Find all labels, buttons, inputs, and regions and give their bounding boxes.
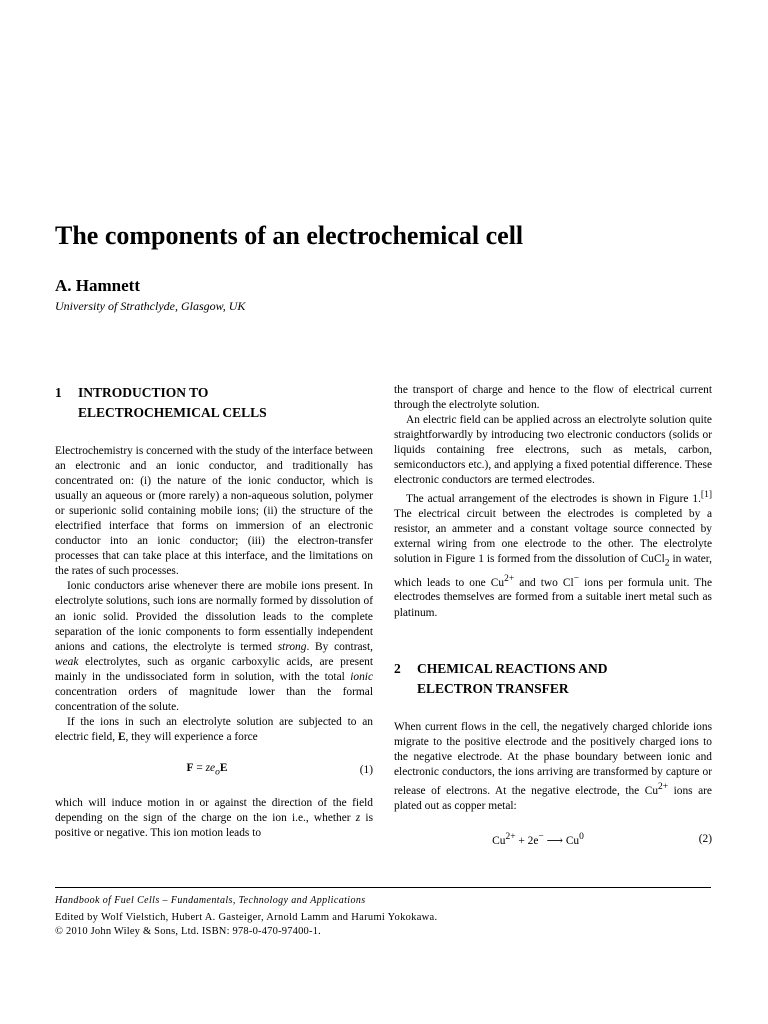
section-1-heading-line-1: INTRODUCTION TO — [78, 385, 209, 400]
right-column — [394, 383, 712, 865]
citation-ref: [1] — [700, 490, 712, 501]
footer-book-title: Handbook of Fuel Cells – Fundamentals, Technology and Applications — [55, 895, 366, 906]
equation-1-expression: $F = ze_oE$ — [186, 761, 228, 778]
section-1-paragraph-4: which will induce motion in or against the direction of the field depending on the sign of the charge on the ion i.e., whether z is positive or negative. This ion motion leads to — [55, 797, 373, 840]
author-affiliation: University of Strathclyde, Glasgow, UK — [55, 299, 246, 313]
section-1-paragraph-2: Ionic conductors arise whenever there are mobile ions present. In electrolyte solutions, such ions are normally formed by dissolution of an ionic solid. Provided the dissolution leads to the complete separation of the ionic components to form essentially independent anions and cations, the electrolyte is termed strong. By contrast, weak electrolytes, such as organic carboxylic acids, are present mainly in the undissociated form in solution, with the total ionic concentration orders of magnitude lower than the formal concentration of the solute. — [55, 580, 373, 713]
section-1-heading-line-2: ELECTROCHEMICAL CELLS — [78, 405, 267, 420]
section-1-paragraph-1: Electrochemistry is concerned with the study of the interface between an electronic and an ionic conductor, and traditionally has concentrated on: (i) the nature of the ionic conductor, which is usually an aqueous or (more rarely) a non-aqueous solution, polymer or superionic solid containing mobile ions; (ii) the structure of the electrified interface that forms on immersion of an electronic conductor into an ionic conductor; (iii) the electron-transfer processes that can take place at this interface, and the limitations on the rates of such processes. — [55, 445, 373, 578]
left-column — [55, 383, 373, 841]
section-2-heading-line-2: ELECTRON TRANSFER — [417, 680, 569, 696]
section-2-heading-line-1: CHEMICAL REACTIONS AND — [417, 660, 608, 676]
equation-2-expression: $Cu^{2+} + 2e^-$ ⟶ Cu$^0$ — [492, 831, 584, 847]
footer-editors: Edited by Wolf Vielstich, Hubert A. Gasteiger, Arnold Lamm and Harumi Yokokawa. — [55, 912, 438, 923]
section-2-paragraph-1: When current flows in the cell, the negatively charged chloride ions migrate to the positive electrode and the positively charged ions to the negative electrode. At the phase boundary between ionic and electronic conductors, the ions arriving are transformed by capture or release of electrons. At the negative electrode, the $Cu^{2+}$ ions are plated out as copper metal: — [394, 720, 712, 812]
equation-2-number: (2) — [698, 832, 712, 845]
footer-divider — [55, 887, 711, 888]
article-title: The components of an electrochemical cell — [55, 221, 524, 250]
section-1-number: 1 — [55, 385, 62, 400]
author-name: A. Hamnett — [55, 276, 140, 295]
right-paragraph-3: The actual arrangement of the electrodes is shown in Figure 1.[1] The electrical circuit between the electrodes is completed by a resistor, an ammeter and a constant voltage source connected by external wiring from one electrode to the other. The electrolyte solution in Figure 1 is formed from the dissolution of CuCl$_2$ in water, which leads to one $Cu^{2+}$ and two Cl− ions per formula unit. The electrodes themselves are formed from a suitable inert metal such as platinum. — [394, 490, 713, 619]
right-paragraph-1: the transport of charge and hence to the flow of electrical current through the electrolyte solution. — [394, 384, 712, 412]
section-2-number: 2 — [394, 660, 401, 676]
section-1-paragraph-3: If the ions in such an electrolyte solution are subjected to an electric field, E, they will experience a force — [55, 715, 373, 743]
equation-2 — [394, 830, 712, 849]
footer-copyright: © 2010 John Wiley & Sons, Ltd. ISBN: 978-0-470-97400-1. — [55, 926, 321, 937]
equation-1-number: (1) — [359, 764, 373, 777]
section-2-heading — [394, 659, 712, 699]
right-paragraph-2: An electric field can be applied across an electrolyte solution quite straightforwardly by introducing two electronic conductors (solids or liquids containing free electrons, such as metals, carbon, semiconductors etc.), and applying a fixed potential difference. These electronic conductors are termed electrodes. — [394, 414, 712, 487]
section-1-heading — [55, 383, 373, 423]
equation-1 — [55, 761, 373, 780]
